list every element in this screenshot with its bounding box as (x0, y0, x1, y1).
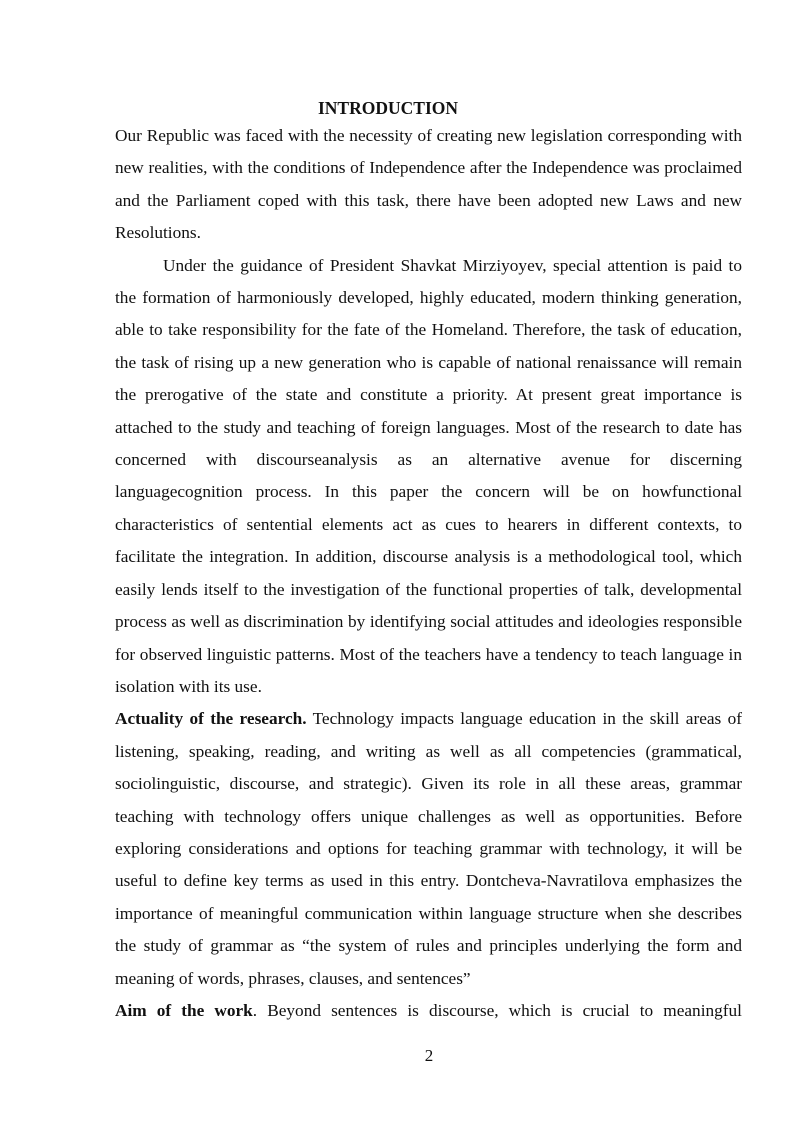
paragraph-actuality (115, 703, 742, 995)
paragraph-actuality-text: Technology impacts language education in the skill areas of listening, speaking, reading, and writing as well as all competencies (grammatical, sociolinguistic, discourse, and strategic). Given its role in all these areas, grammar teaching with technology offers unique challenges as well as opportunities. Before exploring considerations and options for teaching grammar with technology, it will be useful to define key terms as used in this entry. Dontcheva-Navratilova emphasizes the importance of meaningful communication within language structure when she describes the study of grammar as “the system of rules and principles underlying the form and meaning of words, phrases, clauses, and sentences” (115, 709, 742, 988)
section-title: INTRODUCTION (317, 98, 459, 118)
paragraph-intro-text: Our Republic was faced with the necessity of creating new legislation corresponding with new realities, with the conditions of Independence after the Independence was proclaimed and the Parliament coped with this task, there have been adopted new Laws and new Resolutions. (115, 126, 742, 243)
page-number: 2 (424, 1046, 434, 1065)
actuality-heading: Actuality of the research. (115, 709, 307, 729)
paragraph-aim-text: . Beyond sentences is discourse, which is crucial to meaningful (252, 1000, 742, 1020)
paragraph-main-text: Under the guidance of President Shavkat Mirziyoyev, special attention is paid to the formation of harmoniously developed, highly educated, modern thinking generation, able to take responsibility for the fate of the Homeland. Therefore, the task of education, the task of rising up a new generation who is capable of national renaissance will remain the prerogative of the state and constitute a priority. At present great importance is attached to the study and teaching of foreign languages. Most of the research to date has concerned with discourseanalysis as an alternative avenue for discerning languagecognition process. In this paper the concern will be on howfunctional characteristics of sentential elements act as cues to hearers in different contexts, to facilitate the integration. In addition, discourse analysis is a methodological tool, which easily lends itself to the investigation of the functional properties of talk, developmental process as well as discrimination by identifying social attitudes and ideologies responsible for observed linguistic patterns. Most of the teachers have a tendency to teach language in isolation with its use. (115, 255, 742, 696)
aim-heading: Aim of the work (115, 1000, 253, 1020)
document-body (115, 96, 742, 1027)
paragraph-intro (115, 120, 742, 250)
paragraph-aim (115, 995, 742, 1027)
paragraph-main (115, 250, 742, 704)
